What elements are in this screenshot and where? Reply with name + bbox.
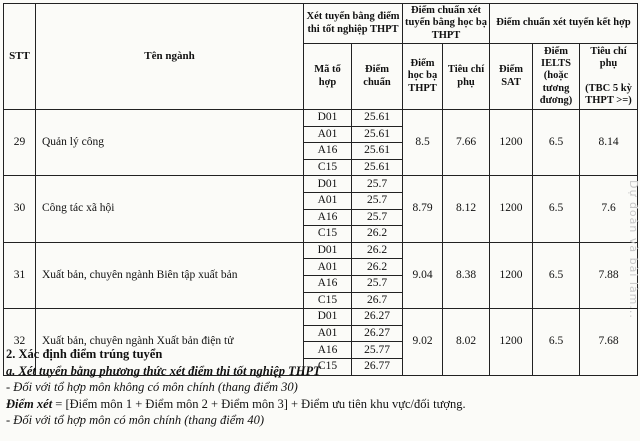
cell-combo-score: 26.2: [352, 259, 403, 276]
side-watermark: Dự đoán và bài làm...: [627, 180, 640, 319]
cell-combo-score: 25.61: [352, 126, 403, 143]
table-row: [4, 110, 638, 127]
cell-combo-code: C15: [304, 159, 352, 176]
cell-sat: 1200: [490, 176, 533, 242]
cell-major-name: Xuất bản, chuyên ngành Biên tập xuất bản: [36, 242, 304, 308]
cell-combo-code: A01: [304, 325, 352, 342]
cell-major-name: Công tác xã hội: [36, 176, 304, 242]
cell-tieu-chi-phu-1: 8.38: [443, 242, 490, 308]
cell-combo-code: C15: [304, 358, 352, 375]
formula-text: = [Điểm môn 1 + Điểm môn 2 + Điểm môn 3] + Điểm ưu tiên khu vực/đối tượng.: [52, 396, 466, 411]
cell-tieu-chi-phu-2: 7.88: [580, 242, 638, 308]
cell-combo-score: 25.77: [352, 342, 403, 359]
cell-combo-code: A16: [304, 275, 352, 292]
formula-label: Điểm xét: [6, 396, 53, 411]
notes-heading: 2. Xác định điểm trúng tuyển: [6, 347, 163, 361]
cell-hoc-ba: 9.04: [403, 242, 443, 308]
header-group-hocba: Điểm chuẩn xét tuyển bằng học bạ THPT: [403, 4, 490, 44]
cell-sat: 1200: [490, 110, 533, 176]
cell-ielts: 6.5: [533, 176, 580, 242]
notes-bullet-1: - Đối với tổ hợp môn không có môn chính (thang điểm 30): [6, 380, 298, 395]
cell-ielts: 6.5: [533, 242, 580, 308]
cell-combo-code: A16: [304, 209, 352, 226]
notes-bullet-2: - Đối với tổ hợp môn có môn chính (thang điểm 40): [6, 413, 265, 428]
cell-combo-score: 25.7: [352, 176, 403, 193]
header-tieu-chi-phu-2-note: (TBC 5 kỳ THPT >=): [585, 82, 632, 106]
cell-tieu-chi-phu-1: 8.12: [443, 176, 490, 242]
cell-combo-score: 25.61: [352, 159, 403, 176]
cell-hoc-ba: 8.5: [403, 110, 443, 176]
cell-combo-code: D01: [304, 242, 352, 259]
cell-combo-score: 25.7: [352, 275, 403, 292]
cell-combo-score: 26.7: [352, 292, 403, 309]
cell-combo-code: A01: [304, 192, 352, 209]
cell-stt: 32: [4, 309, 36, 375]
cell-combo-score: 26.2: [352, 226, 403, 243]
cell-sat: 1200: [490, 242, 533, 308]
notes-section: [6, 346, 632, 429]
cell-combo-score: 25.7: [352, 209, 403, 226]
header-ma-to-hop: Mã tổ hợp: [304, 44, 352, 110]
header-group-ketqua: Điểm chuẩn xét tuyển kết hợp: [490, 4, 638, 44]
cell-combo-code: D01: [304, 309, 352, 326]
cell-combo-score: 26.27: [352, 325, 403, 342]
cell-combo-score: 25.7: [352, 192, 403, 209]
header-tieu-chi-phu-2: [580, 44, 638, 110]
cell-tieu-chi-phu-2: 7.68: [580, 309, 638, 375]
cell-ielts: 6.5: [533, 309, 580, 375]
cell-major-name: Quản lý công: [36, 110, 304, 176]
cell-tieu-chi-phu-2: 7.6: [580, 176, 638, 242]
cell-sat: 1200: [490, 309, 533, 375]
table-row: [4, 309, 638, 326]
header-group-thpt: Xét tuyển bằng điểm thi tốt nghiệp THPT: [304, 4, 403, 44]
header-ten-nganh: Tên ngành: [36, 4, 304, 110]
header-diem-ielts: Điểm IELTS (hoặc tương đương): [533, 44, 580, 110]
header-tieu-chi-phu-2-title: Tiêu chí phụ: [590, 46, 627, 70]
cell-hoc-ba: 8.79: [403, 176, 443, 242]
cell-stt: 29: [4, 110, 36, 176]
cell-ielts: 6.5: [533, 110, 580, 176]
cell-combo-score: 26.27: [352, 309, 403, 326]
cell-combo-code: D01: [304, 110, 352, 127]
table-row: [4, 176, 638, 193]
cell-combo-code: C15: [304, 226, 352, 243]
header-diem-sat: Điểm SAT: [490, 44, 533, 110]
notes-subheading: a. Xét tuyển bằng phương thức xét điểm thi tốt nghiệp THPT: [6, 363, 321, 378]
cell-tieu-chi-phu-2: 8.14: [580, 110, 638, 176]
cell-combo-code: A01: [304, 126, 352, 143]
table-row: [4, 242, 638, 259]
cell-hoc-ba: 9.02: [403, 309, 443, 375]
cell-combo-code: D01: [304, 176, 352, 193]
cell-stt: 31: [4, 242, 36, 308]
header-tieu-chi-phu-1: Tiêu chí phụ: [443, 44, 490, 110]
admission-score-table: [3, 3, 638, 376]
cell-combo-score: 26.77: [352, 358, 403, 375]
cell-combo-score: 26.2: [352, 242, 403, 259]
header-diem-hoc-ba: Điểm học bạ THPT: [403, 44, 443, 110]
cell-tieu-chi-phu-1: 7.66: [443, 110, 490, 176]
cell-tieu-chi-phu-1: 8.02: [443, 309, 490, 375]
header-diem-chuan: Điểm chuẩn: [352, 44, 403, 110]
cell-stt: 30: [4, 176, 36, 242]
cell-combo-score: 25.61: [352, 143, 403, 160]
notes-formula: [6, 396, 632, 413]
cell-combo-score: 25.61: [352, 110, 403, 127]
cell-combo-code: A01: [304, 259, 352, 276]
cell-combo-code: A16: [304, 143, 352, 160]
cell-combo-code: A16: [304, 342, 352, 359]
cell-combo-code: C15: [304, 292, 352, 309]
cell-major-name: Xuất bản, chuyên ngành Xuất bản điện tử: [36, 309, 304, 375]
header-stt: STT: [4, 4, 36, 110]
